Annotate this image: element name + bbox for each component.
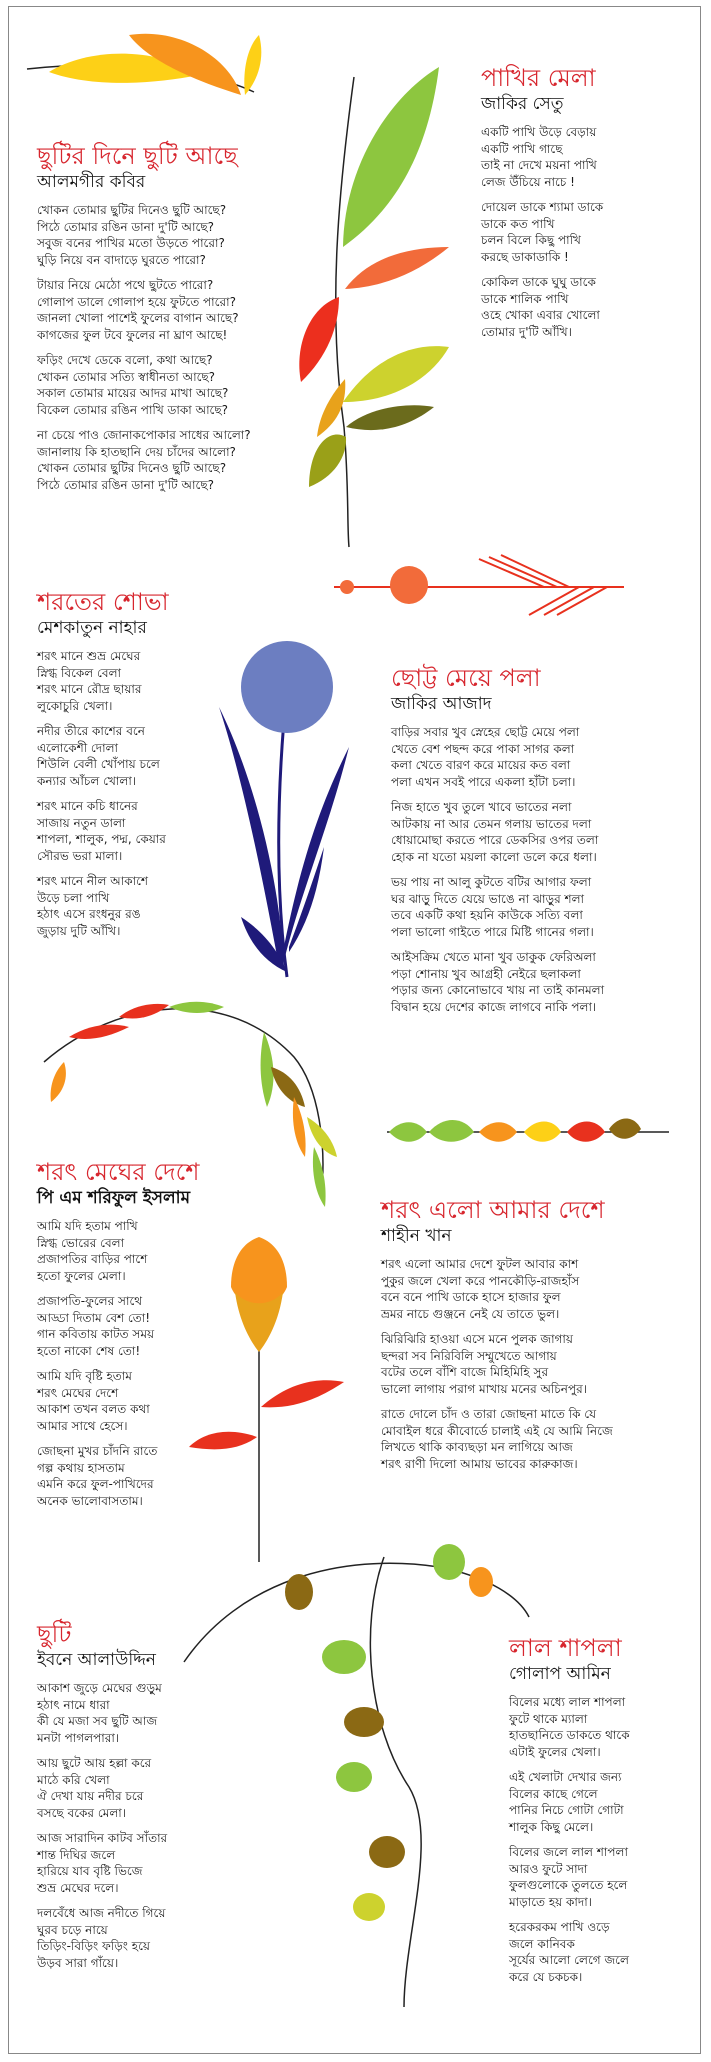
poem-line: ফুটে থাকে ম্যালা	[509, 1711, 588, 1726]
poem-line: বিদ্বান হয়ে দেশের কাজে লাগবে নাকি পলা।	[391, 999, 597, 1014]
poem-line: দলবেঁধে আজ নদীতে গিয়ে	[37, 1906, 166, 1920]
poem-line: একটি পাখি উড়ে বেড়ায়	[481, 125, 597, 139]
poem-stanza	[391, 874, 604, 940]
poem-line: লেজ উঁচিয়ে নাচে !	[481, 174, 575, 189]
poem-title: লাল শাপলা	[509, 1634, 622, 1662]
poem-stanza	[481, 199, 603, 265]
poem-line: একটি পাখি গাছে	[481, 141, 563, 156]
poem-stanza	[37, 352, 251, 418]
poem-stanza	[509, 1694, 630, 1760]
poem-stanza	[481, 274, 603, 340]
poem-line: ফড়িং দেখে ডেকে বলো, কথা আছে?	[37, 353, 213, 367]
poem-line: আমি যদি হতাম পাখি	[37, 1219, 138, 1233]
poem-stanza	[37, 1905, 167, 1971]
poem-line: গান কবিতায় কাটত সময়	[37, 1327, 155, 1341]
poem-line: শরৎ মানে কচি ধানের	[37, 799, 138, 813]
poem-line: বিকেল তোমার রঙিন পাখি ডাকা আছে?	[37, 402, 229, 417]
poem-line: পলা ভালো গাইতে পারে মিষ্টি গানের গলা।	[391, 924, 594, 939]
poem-line: সৌরভ ভরা মালা।	[37, 848, 123, 863]
poem-line: হঠাৎ এসে রংধনুর রঙ	[37, 907, 141, 921]
poem-line: জানালায় কি হাতছানি দেয় চাঁদের আলো?	[37, 444, 236, 459]
poem-line: সাজায় নতুন ডালা	[37, 815, 126, 830]
poem-stanza	[509, 1844, 630, 1910]
poem-line: মাড়াতে হয় কাদা।	[509, 1894, 592, 1909]
poem-line: স্নিগ্ধ ভোরের বেলা	[37, 1235, 125, 1250]
poem-line: মনটা পাগলপারা।	[37, 1730, 120, 1745]
poem-line: হরেকরকম পাখি ওড়ে	[509, 1920, 610, 1934]
poem-line: শরৎ মেঘের দেশে	[37, 1385, 119, 1400]
poem-line: কোকিল ডাকে ঘুঘু ডাকে	[481, 275, 596, 289]
poem-line: রাতে দোলে চাঁদ ও তারা জোছনা মাতে কি যে	[381, 1407, 597, 1421]
poem-line: না চেয়ে পাও জোনাকপোকার সাধের আলো?	[37, 428, 251, 442]
poem-stanza	[481, 124, 603, 190]
poem-line: পিঠে তোমার রঙিন ডানা দু'টি আছে?	[37, 219, 214, 234]
poem-stanza	[37, 1368, 199, 1434]
poem-line: শরৎ মানে শুভ্র মেঘের	[37, 649, 141, 663]
poem-line: লুকোচুরি খেলা।	[37, 698, 113, 713]
poem-line: হাতছানিতে ডাকতে থাকে	[509, 1728, 630, 1742]
poem-line: আজ সারাদিন কাটব সাঁতার	[37, 1831, 168, 1845]
poem-stanza	[37, 202, 251, 268]
poem-line: ওহে খোকা এবার খোলো	[481, 308, 600, 322]
poem-stanza	[391, 724, 604, 790]
poem-line: খোকন তোমার ছুটির দিনেও ছুটি আছে?	[37, 203, 227, 217]
poem-line: জুড়ায় দুটি আঁখি।	[37, 923, 121, 938]
poem-line: ঐ দেখা যায় নদীর চরে	[37, 1789, 144, 1803]
poem-line: বাড়ির সবার খুব স্নেহের ছোট্ট মেয়ে পলা	[391, 725, 580, 739]
poem-line: বটের তলে বাঁশি বাজে মিহিমিহি সুর	[381, 1365, 549, 1379]
poem-pakhir-mela	[481, 63, 603, 349]
poem-line: শরৎ এলো আমার দেশে ফুটল আবার কাশ	[381, 1257, 579, 1271]
poem-title: শরৎ এলো আমার দেশে	[381, 1196, 605, 1224]
poem-line: তবে একটি কথা হয়নি কাউকে সত্যি বলা	[391, 908, 583, 922]
poem-line: নিজ হাতে খুব তুলে খাবে ভাতের নলা	[391, 800, 572, 814]
poem-line: উড়ব সারা গাঁয়ে।	[37, 1955, 119, 1970]
poem-line: নদীর তীরে কাশের বনে	[37, 724, 145, 738]
poem-line: শরৎ মানে রৌদ্র ছায়ার	[37, 682, 142, 696]
poem-line: আইসক্রিম খেতে মানা খুব ডাকুক ফেরিঅলা	[391, 950, 596, 964]
poem-line: পানির নিচে গোটা গোটা	[509, 1803, 624, 1817]
poem-line: ভালো লাগায় পরাগ মাখায় মনের অচিনপুর।	[381, 1381, 587, 1396]
poem-stanza	[37, 1680, 167, 1746]
poem-title: শরৎ মেঘের দেশে	[37, 1158, 200, 1186]
poem-line: আয় ছুটে আয় হল্লা করে	[37, 1756, 152, 1770]
poem-stanza	[509, 1919, 630, 1985]
poem-line: ঘর ঝাড়ু দিতে যেয়ে ভাঙে না ঝাড়ুর শলা	[391, 891, 585, 906]
poem-title: ছুটি	[37, 1620, 72, 1648]
poem-line: করছে ডাকাডাকি !	[481, 249, 569, 264]
poem-line: জানলা খোলা পাশেই ফুলের বাগান আছে?	[37, 311, 239, 325]
poem-author: মেশকাতুন নাহার	[37, 618, 147, 638]
poem-line: কলা খেতে বারণ করে মায়ের কত বলা	[391, 758, 571, 772]
top-leaf-cluster	[27, 34, 261, 95]
poem-author: আলমগীর কবির	[37, 172, 146, 192]
poem-line: আড্ডা দিতাম বেশ তো!	[37, 1310, 151, 1325]
poem-line: ডাকে কত পাখি	[481, 216, 555, 231]
poem-title: শরতের শোভা	[37, 588, 169, 616]
poem-line: ঘুরব চড়ে নায়ে	[37, 1922, 108, 1937]
poem-line: শালুক কিছু মেলে।	[509, 1819, 594, 1834]
poem-title: পাখির মেলা	[481, 64, 596, 92]
blue-flower	[219, 641, 349, 977]
poem-stanza	[37, 1218, 199, 1284]
poem-shorot-elo	[381, 1195, 613, 1481]
poem-line: এই খেলাটা দেখার জন্য	[509, 1770, 622, 1784]
poem-line: শরৎ রাণী দিলো আমায় ভাবের কারুকাজ।	[381, 1456, 578, 1471]
poem-stanza	[37, 1755, 167, 1821]
poem-shorot-megher-deshe	[37, 1157, 199, 1518]
poem-line: হোক না যতো ময়লা কালো ডলে করে ধলা।	[391, 849, 597, 864]
poem-line: পুকুর জলে খেলা করে পানকৌড়ি-রাজহাঁস	[381, 1273, 580, 1288]
poem-author: জাকির আজাদ	[391, 694, 492, 714]
poem-line: আকাশ জুড়ে মেঘের গুড়ুম	[37, 1681, 162, 1695]
poem-line: তাই না দেখে ময়না পাখি	[481, 158, 597, 172]
poem-chutir-dine	[37, 141, 251, 502]
poem-line: স্নিগ্ধ বিকেল বেলা	[37, 665, 122, 680]
poem-line: চলন বিলে কিছু পাখি	[481, 233, 581, 247]
poem-line: এলোকেশী দোলা	[37, 740, 119, 755]
poem-line: উড়ে চলা পাখি	[37, 890, 110, 905]
poem-line: আমার সাথে হেসে।	[37, 1418, 128, 1433]
poem-title: ছুটির দিনে ছুটি আছে	[37, 142, 238, 170]
poem-stanza	[509, 1769, 630, 1835]
poem-stanza	[37, 1830, 167, 1896]
poem-line: করে যে চকচক।	[509, 1969, 583, 1984]
poem-line: এটাই ফুলের খেলা।	[509, 1744, 601, 1759]
poem-line: ছন্দরা সব নিরিবিলি সম্মুখেতে আগায়	[381, 1348, 557, 1363]
poem-author: পি এম শরিফুল ইসলাম	[37, 1188, 191, 1208]
poem-stanza	[381, 1331, 613, 1397]
poem-stanza	[37, 1293, 199, 1359]
poem-line: শান্ত দিঘির জলে	[37, 1847, 116, 1862]
poem-line: পড়ার জন্য কোনোভাবে খায় না তাই কানমলা	[391, 983, 605, 997]
poem-title: ছোট্ট মেয়ে পলা	[391, 664, 541, 692]
poem-line: গল্প কথায় হাসতাম	[37, 1460, 125, 1475]
tulip-flower	[189, 1237, 344, 1562]
poem-line: মোবাইল ধরে কীবোর্ডে চালাই এই যে আমি নিজে	[381, 1423, 613, 1438]
poem-line: ভ্রমর নাচে গুঞ্জনে নেই যে তাতে ভুল।	[381, 1306, 560, 1321]
poem-line: খেতে বেশ পছন্দ করে পাকা সাগর কলা	[391, 741, 575, 756]
poem-stanza	[37, 427, 251, 493]
poem-line: খোকন তোমার ছুটির দিনেও ছুটি আছে?	[37, 461, 227, 475]
poem-lal-shapla	[509, 1633, 630, 1994]
poem-line: হারিয়ে যাব বৃষ্টি ভিজে	[37, 1864, 143, 1878]
poem-line: ফুলগুলোকে তুলতে হলে	[509, 1878, 628, 1892]
poem-line: পড়া শোনায় খুব আগ্রহী নেইরে ছলাকলা	[391, 966, 581, 981]
poem-line: সূর্যের আলো লেগে জলে	[509, 1953, 629, 1967]
poem-line: প্রজাপতির বাড়ির পাশে	[37, 1252, 148, 1266]
poem-line: কন্যার আঁচল খোলা।	[37, 773, 137, 788]
poem-line: ভয় পায় না আলু কুটতে বটির আগার ফলা	[391, 875, 592, 889]
curved-vine	[184, 1544, 529, 2007]
poem-line: সকাল তোমার মায়ের আদর মাখা আছে?	[37, 386, 229, 400]
poem-line: এমনি করে ফুল-পাখিদের	[37, 1477, 154, 1491]
poem-line: শুভ্র মেঘের দলে।	[37, 1880, 119, 1895]
poem-line: অনেক ভালোবাসতাম।	[37, 1493, 143, 1508]
poem-line: ডাকে শালিক পাখি	[481, 291, 569, 306]
poem-line: আটকায় না আর তেমন গলায় ভাতের দলা	[391, 816, 592, 831]
poem-stanza	[37, 723, 169, 789]
poem-author: জাকির সেতু	[481, 94, 564, 114]
poem-line: শাপলা, শালুক, পদ্ম, কেয়ার	[37, 832, 166, 846]
poem-shoroter-shobha	[37, 587, 169, 948]
poem-line: শরৎ মানে নীল আকাশে	[37, 874, 149, 888]
poem-stanza	[37, 277, 251, 343]
poem-line: বসছে বকের মেলা।	[37, 1805, 127, 1820]
poem-line: আকাশ তখন বলত কথা	[37, 1402, 150, 1416]
poem-stanza	[37, 873, 169, 939]
poem-line: বিলের কাছে গেলে	[509, 1786, 598, 1801]
poem-line: আরও ফুটে সাদা	[509, 1861, 588, 1876]
poem-line: ঘুড়ি নিয়ে বন বাদাড়ে ঘুরতে পারো?	[37, 252, 206, 267]
poem-stanza	[37, 1443, 199, 1509]
poem-stanza	[391, 949, 604, 1015]
poem-line: টায়ার নিয়ে মেঠো পথে ছুটতে পারো?	[37, 278, 214, 292]
poem-stanza	[37, 648, 169, 714]
poem-line: তিড়িং-বিড়িং ফড়িং হয়ে	[37, 1939, 150, 1953]
poem-line: বিলের জলে লাল শাপলা	[509, 1845, 628, 1859]
poem-line: ধোয়ামোছা করতে পারে ডেকসির ওপর তলা	[391, 833, 599, 847]
poem-stanza	[381, 1406, 613, 1472]
poem-line: তোমার দু'টি আঁখি।	[481, 324, 572, 339]
poem-chuti	[37, 1619, 167, 1980]
poem-line: শিউলি বেলী খোঁপায় চলে	[37, 757, 160, 771]
poem-line: বনে বনে পাখি ডাকে হাসে হাজার ফুল	[381, 1290, 561, 1304]
poem-line: মাঠে করি খেলা	[37, 1772, 110, 1787]
poem-line: কী যে মজা সব ছুটি আজ	[37, 1714, 158, 1728]
poem-page	[8, 6, 701, 2054]
poem-line: হতো ফুলের মেলা।	[37, 1268, 126, 1283]
poem-author: ইবনে আলাউদ্দিন	[37, 1650, 156, 1670]
poem-line: ঝিরিঝিরি হাওয়া এসে মনে পুলক জাগায়	[381, 1332, 573, 1346]
poem-line: হঠাৎ নামে ধারা	[37, 1697, 110, 1712]
poem-line: প্রজাপতি-ফুলের সাথে	[37, 1294, 143, 1308]
poem-line: লিখতে থাকি কাব্যছড়া মন লাগিয়ে আজ	[381, 1440, 573, 1454]
poem-line: পিঠে তোমার রঙিন ডানা দু'টি আছে?	[37, 477, 214, 492]
poem-line: দোয়েল ডাকে শ্যামা ডাকে	[481, 200, 604, 214]
poem-line: জোছনা মুখর চাঁদনি রাতে	[37, 1444, 158, 1458]
poem-stanza	[391, 799, 604, 865]
poem-stanza	[37, 798, 169, 864]
poem-line: বিলের মধ্যে লাল শাপলা	[509, 1695, 626, 1709]
poem-chotto-meye-pola	[391, 663, 604, 1024]
poem-line: হতো নাকো শেষ তো!	[37, 1343, 141, 1358]
poem-line: কাগজের ফুল টবে ফুলের না ঘ্রাণ আছে!	[37, 327, 228, 342]
poem-stanza	[381, 1256, 613, 1322]
leaf-branch-horizontal	[387, 1119, 669, 1142]
poem-line: খোকন তোমার সত্যি স্বাধীনতা আছে?	[37, 369, 216, 384]
poem-author: শাহীন খান	[381, 1226, 452, 1246]
poem-line: পলা এখন সবই পারে একলা হাঁটা চলা।	[391, 774, 576, 789]
poem-author: গোলাপ আমিন	[509, 1664, 611, 1684]
poem-line: আমি যদি বৃষ্টি হতাম	[37, 1369, 132, 1383]
arrow-line-ornament	[334, 555, 624, 615]
vertical-leaf-stem	[299, 67, 449, 547]
poem-line: জলে কানিবক	[509, 1936, 575, 1951]
poem-line: সবুজ বনের পাখির মতো উড়তে পারো?	[37, 236, 225, 250]
poem-line: গোলাপ ডালে গোলাপ হয়ে ফুটতে পারো?	[37, 294, 236, 309]
